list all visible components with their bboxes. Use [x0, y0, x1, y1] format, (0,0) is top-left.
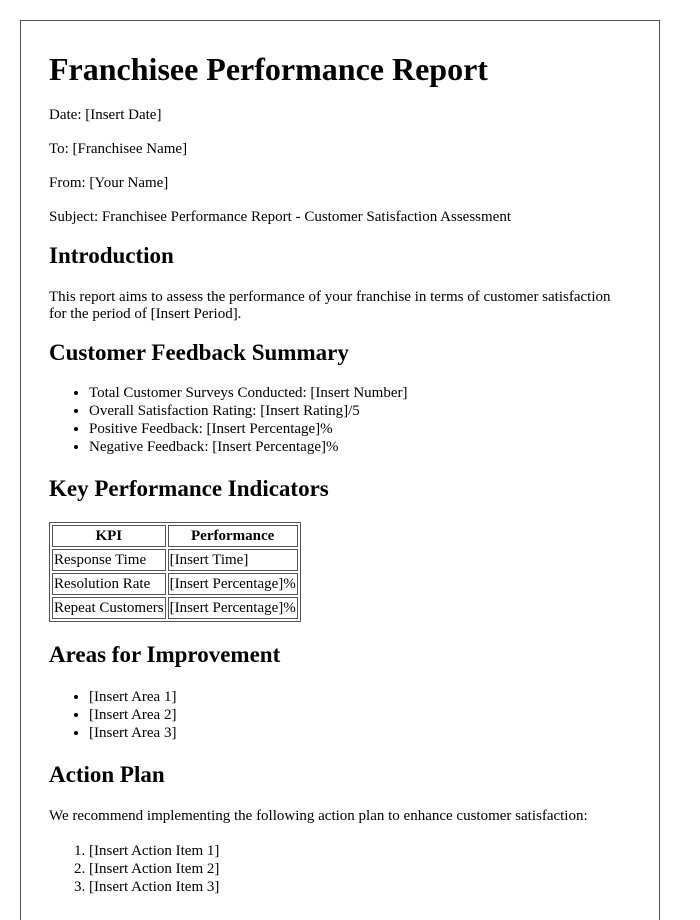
introduction-heading: Introduction: [49, 243, 174, 268]
table-cell: Response Time: [52, 549, 166, 571]
report-from: From: [Your Name]: [49, 175, 169, 191]
list-item: 3. [Insert Action Item 3]: [89, 878, 631, 896]
table-row: [52, 549, 298, 571]
page-title: Franchisee Performance Report: [49, 51, 488, 87]
list-item: • [Insert Area 2]: [89, 706, 631, 724]
table-cell: [Insert Percentage]%: [168, 573, 298, 595]
list-item: • Overall Satisfaction Rating: [Insert Rating]/5: [89, 402, 631, 420]
report-to: To: [Franchisee Name]: [49, 141, 188, 157]
action-plan-heading: Action Plan: [49, 762, 165, 787]
table-cell: Repeat Customers: [52, 597, 166, 619]
table-header-row: [52, 525, 298, 547]
list-item: • Total Customer Surveys Conducted: [Insert Number]: [89, 384, 631, 402]
improvement-heading: Areas for Improvement: [49, 642, 281, 667]
column-header-kpi: KPI: [52, 525, 166, 547]
action-plan-text: We recommend implementing the following action plan to enhance customer satisfaction:: [49, 808, 588, 824]
table-row: [52, 573, 298, 595]
table-cell: [Insert Time]: [168, 549, 298, 571]
kpi-heading: Key Performance Indicators: [49, 476, 329, 501]
table-cell: [Insert Percentage]%: [168, 597, 298, 619]
list-item: • Negative Feedback: [Insert Percentage]%: [89, 438, 631, 456]
report-date: Date: [Insert Date]: [49, 107, 162, 123]
report-subject: Subject: Franchisee Performance Report - Customer Satisfaction Assessment: [49, 209, 511, 225]
feedback-heading: Customer Feedback Summary: [49, 340, 349, 365]
feedback-list: [49, 384, 631, 456]
table-cell: Resolution Rate: [52, 573, 166, 595]
list-item: • [Insert Area 1]: [89, 688, 631, 706]
kpi-table: [49, 522, 301, 622]
action-plan-list: [49, 842, 631, 896]
list-item: • Positive Feedback: [Insert Percentage]%: [89, 420, 631, 438]
introduction-text: This report aims to assess the performance of your franchise in terms of customer satisfaction for the period of [Insert Period].: [49, 289, 611, 322]
list-item: 2. [Insert Action Item 2]: [89, 860, 631, 878]
list-item: 1. [Insert Action Item 1]: [89, 842, 631, 860]
report-page: [20, 20, 660, 920]
table-row: [52, 597, 298, 619]
improvement-list: [49, 688, 631, 742]
column-header-performance: Performance: [168, 525, 298, 547]
list-item: • [Insert Area 3]: [89, 724, 631, 742]
